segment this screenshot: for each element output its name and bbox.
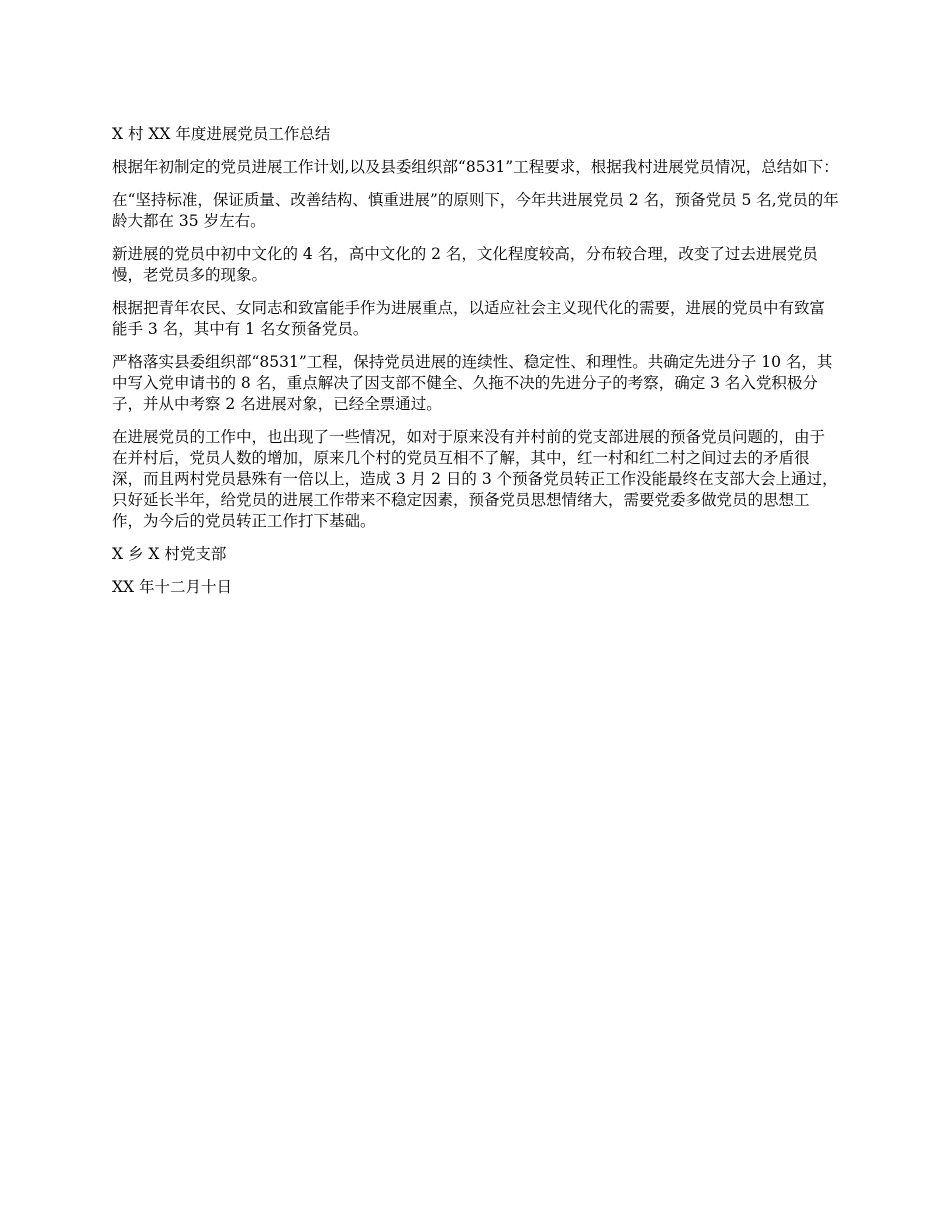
document-date: XX 年十二月十日	[112, 578, 232, 596]
document-title: X 村 XX 年度进展党员工作总结	[112, 125, 331, 143]
paragraph-principle: 在“坚持标准，保证质量、改善结构、慎重进展”的原则下，今年共进展党员 2 名，预备党员 5 名,党员的年龄大都在 35 岁左右。	[112, 191, 839, 230]
signature: X 乡 X 村党支部	[112, 545, 227, 563]
paragraph-issues: 在进展党员的工作中，也出现了一些情况，如对于原来没有并村前的党支部进展的预备党员问题的，由于在并村后，党员人数的增加，原来几个村的党员互相不了解，其中，红一村和红二村之间过去的矛盾很深，而且两村党员悬殊有一倍以上，造成 3 月 2 日的 3 个预备党员转正工作没能最终在支部大会上通过，只好延长半年，给党员的进展工作带来不稳定因素，预备党员思想情绪大，需要党委多做党员的思想工作，为今后的党员转正工作打下基础。	[112, 428, 838, 530]
document-body	[112, 124, 840, 610]
paragraph-education: 新进展的党员中初中文化的 4 名，高中文化的 2 名，文化程度较高，分布较合理，改变了过去进展党员慢，老党员多的现象。	[112, 245, 818, 284]
paragraph-focus: 根据把青年农民、女同志和致富能手作为进展重点，以适应社会主义现代化的需要，进展的党员中有致富能手 3 名，其中有 1 名女预备党员。	[112, 299, 826, 338]
paragraph-intro: 根据年初制定的党员进展工作计划,以及县委组织部“8531”工程要求，根据我村进展党员情况，总结如下：	[112, 158, 839, 176]
paragraph-project: 严格落实县委组织部“8531”工程，保持党员进展的连续性、稳定性、和理性。共确定先进分子 10 名，其中写入党申请书的 8 名，重点解决了因支部不健全、久拖不决的先进分子的考察，确定 3 名入党积极分子，并从中考察 2 名进展对象，已经全票通过。	[112, 353, 833, 413]
